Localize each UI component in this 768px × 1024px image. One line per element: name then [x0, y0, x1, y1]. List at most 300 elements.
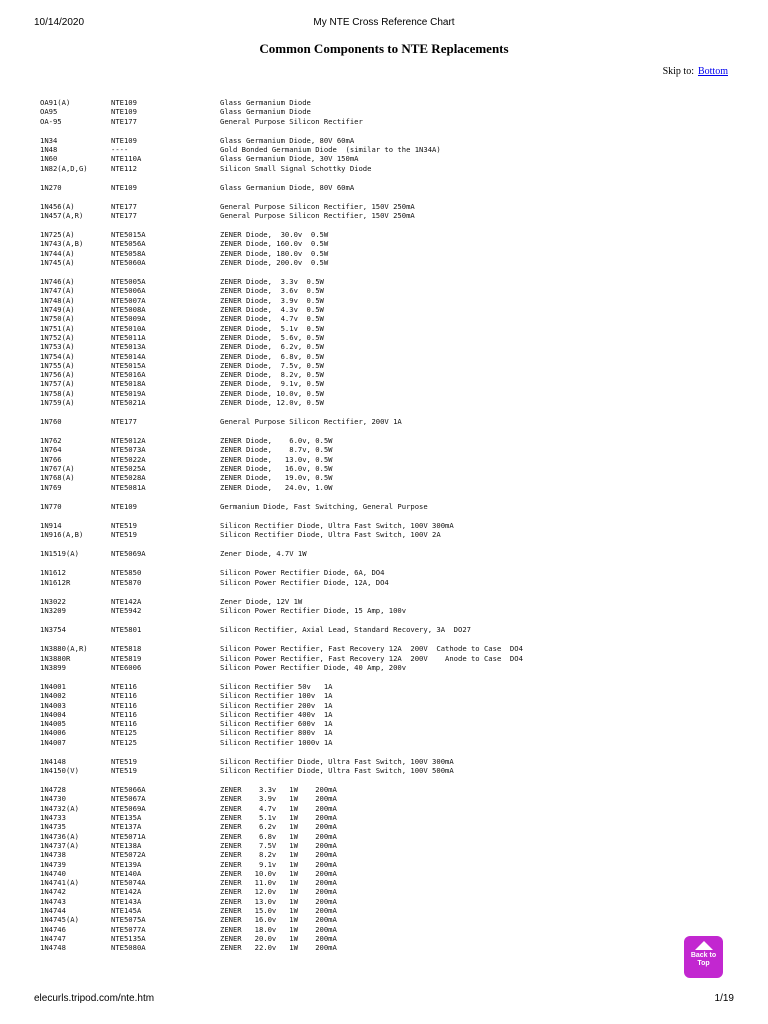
part-number: 1N4739 [40, 859, 66, 869]
table-row [40, 663, 700, 672]
description: ZENER Diode, 3.6v 0.5W [220, 286, 324, 296]
part-number: 1N4746 [40, 924, 66, 934]
part-number: 1N456(A) [40, 201, 75, 211]
description: ZENER 3.3v 1W 200mA [220, 785, 337, 795]
description: ZENER Diode, 13.0v, 0.5W [220, 454, 333, 464]
nte-replacement: NTE140A [111, 868, 142, 878]
nte-replacement: NTE5005A [111, 277, 146, 287]
description: Silicon Rectifier 800v 1A [220, 728, 333, 738]
part-group [40, 785, 700, 952]
description: ZENER Diode, 4.3v 0.5W [220, 305, 324, 315]
part-number: 1N748(A) [40, 295, 75, 305]
part-group [40, 757, 700, 776]
table-row [40, 249, 700, 258]
table-row [40, 154, 700, 163]
part-number: 1N767(A) [40, 464, 75, 474]
description: Silicon Rectifier Diode, Ultra Fast Switch, 100V 2A [220, 530, 441, 540]
part-number: OA95 [40, 107, 58, 117]
part-number: 1N3022 [40, 596, 66, 606]
description: Silicon Power Rectifier Diode, 6A, DO4 [220, 568, 385, 578]
table-row [40, 98, 700, 107]
description: Zener Diode, 4.7V 1W [220, 549, 307, 559]
part-number: 1N4745(A) [40, 915, 79, 925]
part-number: 1N766 [40, 454, 62, 464]
table-row [40, 296, 700, 305]
part-number: OA-95 [40, 116, 62, 126]
part-number: 1N764 [40, 445, 62, 455]
nte-replacement: NTE139A [111, 859, 142, 869]
table-row [40, 644, 700, 653]
description: Silicon Rectifier 1000v 1A [220, 737, 333, 747]
nte-replacement: NTE5056A [111, 239, 146, 249]
table-row [40, 455, 700, 464]
part-number: 1N1519(A) [40, 549, 79, 559]
table-row [40, 379, 700, 388]
part-number: 1N270 [40, 182, 62, 192]
description: ZENER Diode, 10.0v, 0.5W [220, 388, 324, 398]
description: ZENER Diode, 24.0v, 1.0W [220, 482, 333, 492]
nte-replacement: NTE5075A [111, 915, 146, 925]
description: Silicon Small Signal Schottky Diode [220, 163, 372, 173]
table-row [40, 822, 700, 831]
nte-replacement: NTE5021A [111, 398, 146, 407]
description: ZENER 4.7v 1W 200mA [220, 803, 337, 813]
table-row [40, 654, 700, 663]
description: ZENER Diode, 9.1v, 0.5W [220, 379, 324, 389]
part-group [40, 202, 700, 221]
description: ZENER Diode, 5.1v 0.5W [220, 323, 324, 333]
table-row [40, 625, 700, 634]
table-row [40, 578, 700, 587]
nte-replacement: NTE5071A [111, 831, 146, 841]
table-row [40, 878, 700, 887]
nte-replacement: NTE116 [111, 691, 137, 701]
description: Silicon Rectifier 600v 1A [220, 719, 333, 729]
description: ZENER 3.9v 1W 200mA [220, 794, 337, 804]
part-number: 1N4150(V) [40, 766, 79, 776]
skip-to-label: Skip to: [662, 66, 694, 77]
description: ZENER 8.2v 1W 200mA [220, 850, 337, 860]
table-row [40, 682, 700, 691]
part-number: 1N747(A) [40, 286, 75, 296]
table-row [40, 314, 700, 323]
back-to-top-button[interactable] [684, 936, 723, 978]
description: Silicon Rectifier, Axial Lead, Standard Recovery, 3A DO27 [220, 625, 471, 635]
skip-to-nav [663, 66, 728, 77]
part-number: 1N760 [40, 417, 62, 427]
print-page-title: My NTE Cross Reference Chart [313, 17, 455, 28]
description: General Purpose Silicon Rectifier [220, 116, 363, 126]
description: Zener Diode, 12V 1W [220, 596, 303, 606]
table-row [40, 738, 700, 747]
part-number: 1N4748 [40, 943, 66, 953]
table-row [40, 483, 700, 492]
part-group [40, 417, 700, 426]
table-row [40, 202, 700, 211]
description: Gold Bonded Germanium Diode (similar to the 1N34A) [220, 144, 441, 154]
part-number: 1N4730 [40, 794, 66, 804]
description: Germanium Diode, Fast Switching, General Purpose [220, 501, 428, 511]
nte-replacement: NTE5025A [111, 464, 146, 474]
part-number: 1N756(A) [40, 370, 75, 380]
nte-replacement: NTE116 [111, 700, 137, 710]
part-number: 1N4736(A) [40, 831, 79, 841]
nte-replacement: NTE5067A [111, 794, 146, 804]
description: ZENER Diode, 6.0v, 0.5W [220, 436, 333, 446]
description: ZENER Diode, 8.2v, 0.5W [220, 370, 324, 380]
nte-replacement: NTE109 [111, 501, 137, 511]
part-number: 1N4733 [40, 813, 66, 823]
nte-replacement: NTE116 [111, 681, 137, 691]
nte-replacement: NTE5006A [111, 286, 146, 296]
part-number: 1N3209 [40, 606, 66, 616]
table-row [40, 530, 700, 539]
back-to-top-label-2: Top [697, 960, 710, 967]
nte-replacement: NTE112 [111, 163, 137, 173]
description: Glass Germanium Diode [220, 98, 311, 107]
nte-replacement: NTE519 [111, 520, 137, 530]
description: ZENER 5.1v 1W 200mA [220, 813, 337, 823]
description: ZENER Diode, 12.0v, 0.5W [220, 398, 324, 407]
part-number: 1N770 [40, 501, 62, 511]
part-number: 1N749(A) [40, 305, 75, 315]
nte-replacement: NTE109 [111, 182, 137, 192]
description: ZENER 9.1v 1W 200mA [220, 859, 337, 869]
nte-replacement: NTE110A [111, 154, 142, 164]
table-row [40, 719, 700, 728]
nte-replacement: NTE109 [111, 98, 137, 107]
table-row [40, 277, 700, 286]
description: Glass Germanium Diode [220, 107, 311, 117]
part-number: 1N4735 [40, 822, 66, 832]
description: Silicon Rectifier Diode, Ultra Fast Switch, 100V 500mA [220, 766, 454, 776]
nte-replacement: NTE5007A [111, 295, 146, 305]
nte-replacement: NTE5801 [111, 625, 142, 635]
table-row [40, 934, 700, 943]
nte-replacement: NTE125 [111, 728, 137, 738]
table-row [40, 305, 700, 314]
part-number: 1N1612R [40, 577, 71, 587]
description: ZENER Diode, 3.9v 0.5W [220, 295, 324, 305]
back-to-top-label-1: Back to [690, 952, 717, 959]
description: General Purpose Silicon Rectifier, 200V 1A [220, 417, 402, 427]
part-number: 1N4003 [40, 700, 66, 710]
table-row [40, 757, 700, 766]
description: Silicon Power Rectifier Diode, 12A, DO4 [220, 577, 389, 587]
description: ZENER 16.0v 1W 200mA [220, 915, 337, 925]
nte-replacement: NTE519 [111, 766, 137, 776]
description: ZENER 6.8v 1W 200mA [220, 831, 337, 841]
nte-replacement: NTE137A [111, 822, 142, 832]
nte-replacement: NTE5014A [111, 351, 146, 361]
nte-replacement: NTE5015A [111, 360, 146, 370]
part-number: 1N4148 [40, 756, 66, 766]
table-row [40, 239, 700, 248]
table-row [40, 164, 700, 173]
part-number: 1N759(A) [40, 398, 75, 407]
table-row [40, 136, 700, 145]
part-group [40, 183, 700, 192]
description: ZENER Diode, 200.0v 0.5W [220, 258, 329, 268]
table-row [40, 832, 700, 841]
document-title: Common Components to NTE Replacements [259, 41, 509, 56]
part-number: 1N3754 [40, 625, 66, 635]
table-row [40, 897, 700, 906]
description: Silicon Rectifier 400v 1A [220, 709, 333, 719]
table-row [40, 324, 700, 333]
part-number: 1N746(A) [40, 277, 75, 287]
part-number: 1N4747 [40, 933, 66, 943]
description: ZENER Diode, 19.0v, 0.5W [220, 473, 333, 483]
nte-replacement: NTE5008A [111, 305, 146, 315]
nte-replacement: NTE138A [111, 840, 142, 850]
part-group [40, 597, 700, 616]
description: ZENER 15.0v 1W 200mA [220, 906, 337, 916]
nte-replacement: NTE6006 [111, 662, 142, 672]
description: Silicon Rectifier Diode, Ultra Fast Switch, 100V 300mA [220, 520, 454, 530]
nte-replacement: NTE5013A [111, 342, 146, 352]
part-number: 1N769 [40, 482, 62, 492]
nte-replacement: NTE5069A [111, 549, 146, 559]
print-header [0, 17, 768, 31]
table-row [40, 794, 700, 803]
part-number: 1N914 [40, 520, 62, 530]
description: ZENER Diode, 4.7v 0.5W [220, 314, 324, 324]
table-row [40, 915, 700, 924]
part-number: 1N4005 [40, 719, 66, 729]
table-row [40, 502, 700, 511]
part-number: 1N725(A) [40, 230, 75, 240]
nte-replacement: NTE5009A [111, 314, 146, 324]
description: ZENER Diode, 16.0v, 0.5W [220, 464, 333, 474]
nte-replacement: NTE116 [111, 709, 137, 719]
description: ZENER 20.0v 1W 200mA [220, 933, 337, 943]
part-number: 1N758(A) [40, 388, 75, 398]
description: ZENER Diode, 160.0v 0.5W [220, 239, 329, 249]
part-number: 1N82(A,D,G) [40, 163, 88, 173]
nte-replacement: NTE5077A [111, 924, 146, 934]
table-row [40, 417, 700, 426]
table-row [40, 370, 700, 379]
nte-replacement: NTE143A [111, 896, 142, 906]
nte-replacement: NTE5010A [111, 323, 146, 333]
description: Glass Germanium Diode, 30V 150mA [220, 154, 359, 164]
nte-replacement: NTE109 [111, 107, 137, 117]
nte-replacement: ---- [111, 144, 129, 154]
table-row [40, 473, 700, 482]
part-number: 1N4728 [40, 785, 66, 795]
description: ZENER Diode, 6.2v, 0.5W [220, 342, 324, 352]
part-number: 1N752(A) [40, 332, 75, 342]
description: ZENER Diode, 5.6v, 0.5W [220, 332, 324, 342]
nte-replacement: NTE5019A [111, 388, 146, 398]
part-group [40, 502, 700, 511]
table-row [40, 710, 700, 719]
cross-reference-list [40, 98, 700, 962]
description: Silicon Rectifier 100v 1A [220, 691, 333, 701]
nte-replacement: NTE5074A [111, 878, 146, 888]
nte-replacement: NTE177 [111, 201, 137, 211]
table-row [40, 521, 700, 530]
part-group [40, 644, 700, 672]
part-number: 1N4738 [40, 850, 66, 860]
table-row [40, 887, 700, 896]
nte-replacement: NTE5012A [111, 436, 146, 446]
table-row [40, 258, 700, 267]
part-group [40, 98, 700, 126]
nte-replacement: NTE5818 [111, 644, 142, 654]
nte-replacement: NTE519 [111, 530, 137, 540]
nte-replacement: NTE5058A [111, 248, 146, 258]
nte-replacement: NTE5011A [111, 332, 146, 342]
description: ZENER Diode, 7.5v, 0.5W [220, 360, 324, 370]
description: Silicon Rectifier 200v 1A [220, 700, 333, 710]
table-row [40, 766, 700, 775]
nte-replacement: NTE5022A [111, 454, 146, 464]
nte-replacement: NTE5060A [111, 258, 146, 268]
part-number: 1N34 [40, 135, 58, 145]
table-row [40, 286, 700, 295]
part-number: 1N4004 [40, 709, 66, 719]
bottom-link[interactable]: Bottom [697, 66, 728, 77]
nte-replacement: NTE177 [111, 211, 137, 221]
part-number: 1N744(A) [40, 248, 75, 258]
part-number: 1N4743 [40, 896, 66, 906]
description: ZENER 11.0v 1W 200mA [220, 878, 337, 888]
nte-replacement: NTE5016A [111, 370, 146, 380]
description: ZENER 13.0v 1W 200mA [220, 896, 337, 906]
table-row [40, 183, 700, 192]
description: General Purpose Silicon Rectifier, 150V 250mA [220, 211, 415, 221]
table-row [40, 549, 700, 558]
description: Silicon Rectifier 50v 1A [220, 681, 333, 691]
description: ZENER Diode, 180.0v 0.5W [220, 248, 329, 258]
table-row [40, 906, 700, 915]
table-row [40, 850, 700, 859]
nte-replacement: NTE5870 [111, 577, 142, 587]
nte-replacement: NTE5942 [111, 606, 142, 616]
part-group [40, 549, 700, 558]
part-number: 1N745(A) [40, 258, 75, 268]
part-number: 1N4742 [40, 887, 66, 897]
description: General Purpose Silicon Rectifier, 150V 250mA [220, 201, 415, 211]
description: ZENER Diode, 30.0v 0.5W [220, 230, 329, 240]
part-number: 1N4741(A) [40, 878, 79, 888]
table-row [40, 445, 700, 454]
description: ZENER 18.0v 1W 200mA [220, 924, 337, 934]
print-date: 10/14/2020 [34, 17, 85, 28]
table-row [40, 145, 700, 154]
table-row [40, 804, 700, 813]
part-number: 1N751(A) [40, 323, 75, 333]
part-number: 1N754(A) [40, 351, 75, 361]
nte-replacement: NTE177 [111, 417, 137, 427]
description: Silicon Power Rectifier, Fast Recovery 12A 200V Cathode to Case DO4 [220, 644, 523, 654]
nte-replacement: NTE109 [111, 135, 137, 145]
part-number: 1N48 [40, 144, 58, 154]
nte-replacement: NTE142A [111, 887, 142, 897]
description: ZENER Diode, 8.7v, 0.5W [220, 445, 333, 455]
table-row [40, 785, 700, 794]
table-row [40, 728, 700, 737]
table-row [40, 860, 700, 869]
table-row [40, 211, 700, 220]
table-row [40, 841, 700, 850]
part-number: 1N4732(A) [40, 803, 79, 813]
footer-url: elecurls.tripod.com/nte.htm [34, 993, 155, 1004]
part-number: 1N4001 [40, 681, 66, 691]
part-group [40, 521, 700, 540]
part-number: 1N3880R [40, 653, 71, 663]
nte-replacement: NTE5135A [111, 933, 146, 943]
description: ZENER 7.5V 1W 200mA [220, 840, 337, 850]
description: Silicon Power Rectifier Diode, 15 Amp, 100v [220, 606, 407, 616]
part-number: 1N743(A,B) [40, 239, 84, 249]
table-row [40, 352, 700, 361]
description: Silicon Power Rectifier, Fast Recovery 12A 200V Anode to Case DO4 [220, 653, 523, 663]
footer-page-number: 1/19 [714, 993, 734, 1004]
part-number: 1N60 [40, 154, 58, 164]
part-number: 1N4007 [40, 737, 66, 747]
part-number: 1N4737(A) [40, 840, 79, 850]
part-number: 1N4002 [40, 691, 66, 701]
part-group [40, 277, 700, 407]
part-number: 1N1612 [40, 568, 66, 578]
description: Glass Germanium Diode, 80V 60mA [220, 182, 355, 192]
part-number: 1N750(A) [40, 314, 75, 324]
part-number: 1N755(A) [40, 360, 75, 370]
description: ZENER 10.0v 1W 200mA [220, 868, 337, 878]
nte-replacement: NTE5069A [111, 803, 146, 813]
table-row [40, 568, 700, 577]
part-number: 1N457(A,R) [40, 211, 84, 221]
nte-replacement: NTE5819 [111, 653, 142, 663]
part-group [40, 436, 700, 492]
part-number: 1N3899 [40, 662, 66, 672]
table-row [40, 333, 700, 342]
table-row [40, 597, 700, 606]
table-row [40, 361, 700, 370]
table-row [40, 606, 700, 615]
part-group [40, 568, 700, 587]
part-number: 1N916(A,B) [40, 530, 84, 540]
nte-replacement: NTE5073A [111, 445, 146, 455]
table-row [40, 943, 700, 952]
table-row [40, 230, 700, 239]
table-row [40, 389, 700, 398]
description: Silicon Power Rectifier Diode, 40 Amp, 200v [220, 662, 407, 672]
nte-replacement: NTE177 [111, 116, 137, 126]
table-row [40, 398, 700, 407]
part-number: 1N4744 [40, 906, 66, 916]
part-number: OA91(A) [40, 98, 71, 107]
arrow-up-icon [695, 941, 713, 950]
nte-replacement: NTE135A [111, 813, 142, 823]
table-row [40, 342, 700, 351]
description: ZENER 22.0v 1W 200mA [220, 943, 337, 953]
nte-replacement: NTE5081A [111, 482, 146, 492]
nte-replacement: NTE142A [111, 596, 142, 606]
table-row [40, 107, 700, 116]
nte-replacement: NTE5072A [111, 850, 146, 860]
nte-replacement: NTE5018A [111, 379, 146, 389]
nte-replacement: NTE519 [111, 756, 137, 766]
part-number: 1N762 [40, 436, 62, 446]
part-number: 1N753(A) [40, 342, 75, 352]
table-row [40, 701, 700, 710]
description: ZENER 12.0v 1W 200mA [220, 887, 337, 897]
description: ZENER Diode, 6.8v, 0.5W [220, 351, 324, 361]
